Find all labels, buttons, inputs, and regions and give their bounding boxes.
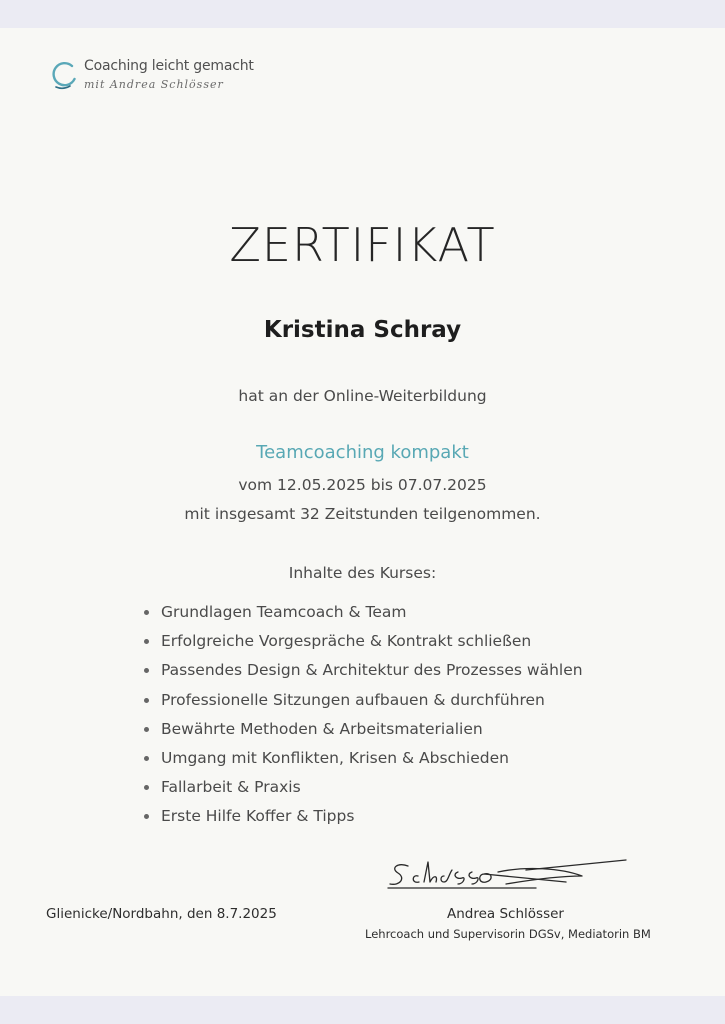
topic-label: Passendes Design & Architektur des Prozesses wählen xyxy=(161,661,583,680)
signer-title: Lehrcoach und Supervisorin DGSv, Mediatorin BM xyxy=(365,927,651,941)
bullet-icon xyxy=(144,785,149,790)
signer-name: Andrea Schlösser xyxy=(447,906,564,922)
bullet-icon xyxy=(144,668,149,673)
bullet-icon xyxy=(144,756,149,761)
intro-text: hat an der Online-Weiterbildung xyxy=(238,387,487,405)
topic-label: Professionelle Sitzungen aufbauen & durchführen xyxy=(161,690,545,709)
bullet-icon xyxy=(144,814,149,819)
course-hours: mit insgesamt 32 Zeitstunden teilgenommen. xyxy=(184,505,541,523)
topic-label: Erste Hilfe Koffer & Tipps xyxy=(161,807,355,826)
course-name: Teamcoaching kompakt xyxy=(256,442,469,463)
place-date: Glienicke/Nordbahn, den 8.7.2025 xyxy=(46,906,277,922)
bullet-icon xyxy=(144,727,149,732)
course-period: vom 12.05.2025 bis 07.07.2025 xyxy=(238,476,487,494)
brand-subtitle: mit Andrea Schlösser xyxy=(84,78,224,91)
list-item xyxy=(140,744,583,773)
bullet-icon xyxy=(144,610,149,615)
list-item xyxy=(140,627,583,656)
topic-label: Grundlagen Teamcoach & Team xyxy=(161,603,407,621)
list-item xyxy=(140,598,583,627)
topic-label: Fallarbeit & Praxis xyxy=(161,778,301,797)
contents-heading: Inhalte des Kurses: xyxy=(288,564,437,582)
list-item xyxy=(140,686,583,715)
certificate-title: ZERTIFIKAT xyxy=(229,218,496,272)
brand-title: Coaching leicht gemacht xyxy=(84,58,254,74)
handwritten-signature xyxy=(386,854,631,894)
topic-label: Erfolgreiche Vorgespräche & Kontrakt schließen xyxy=(161,632,532,651)
bullet-icon xyxy=(144,639,149,644)
bullet-icon xyxy=(144,698,149,703)
list-item xyxy=(140,802,583,831)
recipient-name: Kristina Schray xyxy=(263,317,462,343)
topic-label: Umgang mit Konflikten, Krisen & Abschieden xyxy=(161,748,509,767)
list-item xyxy=(140,656,583,685)
topics-list xyxy=(140,598,583,832)
certificate-page xyxy=(0,28,725,996)
list-item xyxy=(140,773,583,802)
topic-label: Bewährte Methoden & Arbeitsmaterialien xyxy=(161,719,483,738)
list-item xyxy=(140,715,583,744)
circle-logo-icon xyxy=(52,60,78,90)
